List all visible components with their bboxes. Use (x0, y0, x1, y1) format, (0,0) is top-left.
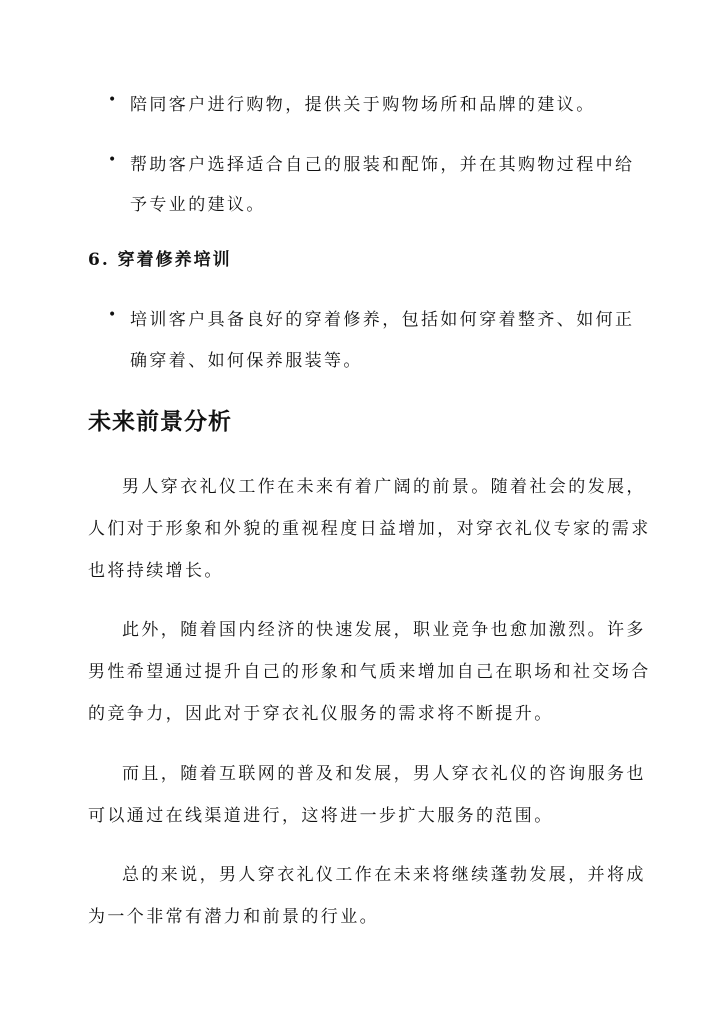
bullet-text: 予专业的建议。 (130, 195, 266, 215)
paragraph-line: 此外，随着国内经济的快速发展，职业竞争也愈加激烈。许多 (122, 620, 646, 640)
paragraph-line: 而且，随着互联网的普及和发展，男人穿衣礼仪的咨询服务也 (122, 764, 646, 784)
paragraph-line: 的竞争力，因此对于穿衣礼仪服务的需求将不断提升。 (88, 704, 554, 724)
bullet-text: 陪同客户进行购物，提供关于购物场所和品牌的建议。 (130, 95, 596, 115)
paragraph-line: 人们对于形象和外貌的重视程度日益增加，对穿衣礼仪专家的需求 (88, 519, 651, 539)
bullet-text: 确穿着、如何保养服装等。 (130, 351, 363, 371)
bullet-icon: • (108, 152, 117, 168)
bullet-text: 帮助客户选择适合自己的服装和配饰，并在其购物过程中给 (130, 155, 635, 175)
paragraph-line: 男人穿衣礼仪工作在未来有着广阔的前景。随着社会的发展， (122, 477, 646, 497)
paragraph-line: 男性希望通过提升自己的形象和气质来增加自己在职场和社交场合 (88, 662, 651, 682)
bullet-icon: • (108, 92, 117, 108)
bullet-text: 培训客户具备良好的穿着修养，包括如何穿着整齐、如何正 (130, 310, 635, 330)
section-title: 6. 穿着修养培训 (88, 250, 232, 270)
paragraph-line: 总的来说，男人穿衣礼仪工作在未来将继续蓬勃发展，并将成 (122, 865, 646, 885)
section-heading: 未来前景分析 (88, 408, 232, 435)
bullet-icon: • (108, 307, 117, 323)
paragraph-line: 为一个非常有潜力和前景的行业。 (88, 907, 379, 927)
paragraph-line: 也将持续增长。 (88, 561, 224, 581)
paragraph-line: 可以通过在线渠道进行，这将进一步扩大服务的范围。 (88, 806, 554, 826)
